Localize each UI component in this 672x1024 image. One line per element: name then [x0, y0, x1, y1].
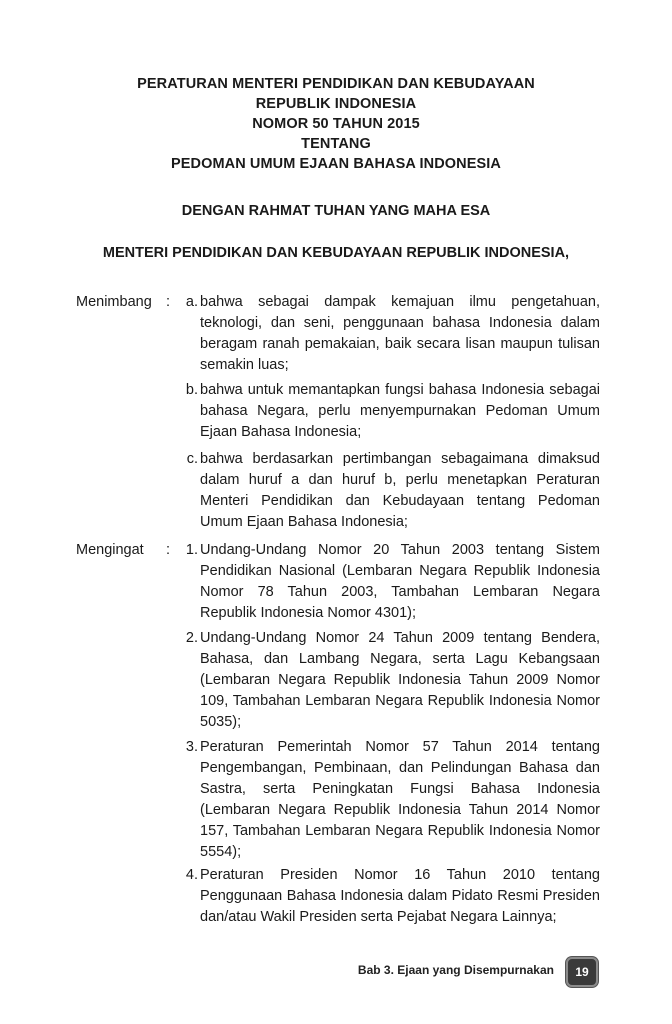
- chapter-footer: Bab 3. Ejaan yang Disempurnakan: [357, 963, 554, 977]
- title-line: PEDOMAN UMUM EJAAN BAHASA INDONESIA: [170, 156, 502, 172]
- mengingat-item: [168, 865, 600, 928]
- menimbang-label: Menimbang: [76, 294, 152, 310]
- item-marker: c.: [186, 451, 198, 467]
- item-text: bahwa berdasarkan pertimbangan sebagaimana dimaksud dalam huruf a dan huruf b, perlu menetapkan Peraturan Menteri Pendidikan dan Kebudayaan tentang Pedoman Umum Ejaan Bahasa Indonesia;: [200, 451, 600, 530]
- item-marker: 2.: [185, 630, 198, 646]
- item-marker: 1.: [185, 542, 198, 558]
- item-text: Peraturan Pemerintah Nomor 57 Tahun 2014 tentang Pengembangan, Pembinaan, dan Pelindungan Bahasa dan Sastra, serta Peningkatan Fungsi Bahasa Indonesia (Lembaran Negara Republik Indonesia Tahun 2014 Nomor 157, Tambahan Lembaran Negara Republik Indonesia Nomor 5554);: [200, 739, 600, 860]
- item-marker: 4.: [185, 867, 198, 883]
- menimbang-item: [168, 292, 600, 376]
- blessing-line: DENGAN RAHMAT TUHAN YANG MAHA ESA: [181, 203, 491, 219]
- item-text: Undang-Undang Nomor 20 Tahun 2003 tentang Sistem Pendidikan Nasional (Lembaran Negara Republik Indonesia Nomor 78 Tahun 2003, Tambahan Lembaran Negara Republik Indonesia Nomor 4301);: [200, 542, 600, 621]
- mengingat-label: Mengingat: [76, 542, 144, 558]
- page-number-badge: 19: [566, 957, 598, 987]
- item-text: bahwa untuk memantapkan fungsi bahasa Indonesia sebagai bahasa Negara, perlu menyempurnakan Pedoman Umum Ejaan Bahasa Indonesia;: [200, 382, 600, 440]
- mengingat-item: [168, 737, 600, 863]
- menimbang-colon: :: [166, 294, 171, 310]
- title-line: NOMOR 50 TAHUN 2015: [252, 116, 420, 132]
- title-line: TENTANG: [301, 136, 371, 152]
- item-text: Undang-Undang Nomor 24 Tahun 2009 tentang Bendera, Bahasa, dan Lambang Negara, serta Lagu Kebangsaan (Lembaran Negara Republik Indonesia Tahun 2009 Nomor 109, Tambahan Lembaran Negara Republik Indonesia Nomor 5035);: [200, 630, 600, 730]
- minister-line: MENTERI PENDIDIKAN DAN KEBUDAYAAN REPUBLIK INDONESIA,: [102, 245, 570, 261]
- mengingat-item: [168, 628, 600, 733]
- item-text: bahwa sebagai dampak kemajuan ilmu pengetahuan, teknologi, dan seni, penggunaan bahasa Indonesia dalam beragam ranah pemakaian, baik secara lisan maupun tulisan semakin luas;: [200, 294, 600, 373]
- item-marker: 3.: [185, 739, 198, 755]
- item-marker: b.: [185, 382, 198, 398]
- mengingat-item: [168, 540, 600, 624]
- item-text: Peraturan Presiden Nomor 16 Tahun 2010 tentang Penggunaan Bahasa Indonesia dalam Pidato Resmi Presiden dan/atau Wakil Presiden serta Pejabat Negara Lainnya;: [200, 867, 600, 925]
- menimbang-item: [168, 449, 600, 533]
- item-marker: a.: [185, 294, 198, 310]
- title-line: PERATURAN MENTERI PENDIDIKAN DAN KEBUDAYAAN: [137, 76, 535, 92]
- mengingat-colon: :: [166, 542, 171, 558]
- title-line: REPUBLIK INDONESIA: [255, 96, 417, 112]
- regulation-title: [0, 74, 672, 174]
- menimbang-item: [168, 380, 600, 443]
